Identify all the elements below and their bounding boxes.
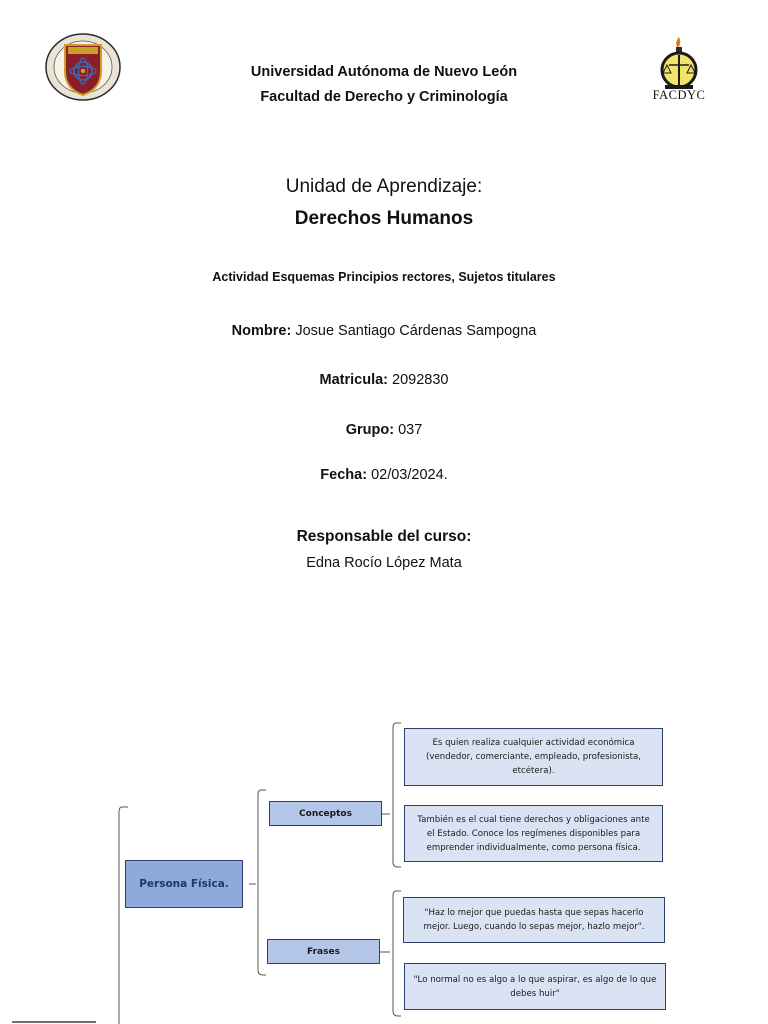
group-label: Grupo: (345, 422, 395, 438)
student-id-label: Matricula: (319, 372, 388, 388)
student-id-row (0, 372, 768, 388)
root-node-persona-fisica (125, 860, 243, 908)
university-name: Universidad Autónoma de Nuevo León (250, 64, 518, 80)
phrase-leaf-2 (404, 963, 666, 1010)
unit-name: Derechos Humanos (294, 208, 474, 229)
concept-1-text: Es quien realiza cualquier actividad económica (vendedor, comerciante, empleado, profesionista, etcétera). (426, 738, 641, 776)
responsible-name: Edna Rocío López Mata (306, 555, 462, 571)
student-id-value: 2092830 (392, 372, 449, 388)
phrase-leaf-1 (403, 897, 665, 943)
concept-leaf-1 (404, 728, 663, 786)
branch-node-phrases (267, 939, 380, 964)
faculty-name: Facultad de Derecho y Criminología (260, 89, 508, 105)
phrase-1-text: "Haz lo mejor que puedas hasta que sepas hacerlo mejor. Luego, cuando lo sepas mejor, hazlo mejor". (423, 908, 645, 932)
date-label: Fecha: (320, 467, 368, 483)
unit-label: Unidad de Aprendizaje: (285, 176, 483, 197)
branch-node-concepts (269, 801, 382, 826)
student-name-label: Nombre: (231, 323, 292, 339)
group-row (0, 422, 768, 438)
phrase-2-text: "Lo normal no es algo a lo que aspirar, es algo de lo que debes huir" (413, 974, 657, 999)
student-name-value: Josue Santiago Cárdenas Sampogna (295, 323, 537, 339)
branch-phrases-label: Frases (307, 946, 340, 957)
facdyc-logo-text: FACDYC (652, 88, 706, 102)
group-value: 037 (398, 422, 423, 438)
date-value: 02/03/2024. (371, 467, 448, 483)
concept-2-text: También es el cual tiene derechos y obligaciones ante el Estado. Conoce los regímenes disponibles para emprender individualmente, como persona física. (417, 814, 650, 853)
branch-concepts-label: Conceptos (299, 808, 352, 819)
activity-title: Actividad Esquemas Principios rectores, Sujetos titulares (212, 270, 556, 284)
student-name-row (0, 323, 768, 339)
root-node-label: Persona Física. (139, 878, 229, 890)
date-row (0, 467, 768, 483)
responsible-title: Responsable del curso: (296, 528, 472, 545)
concept-leaf-2 (404, 805, 663, 862)
